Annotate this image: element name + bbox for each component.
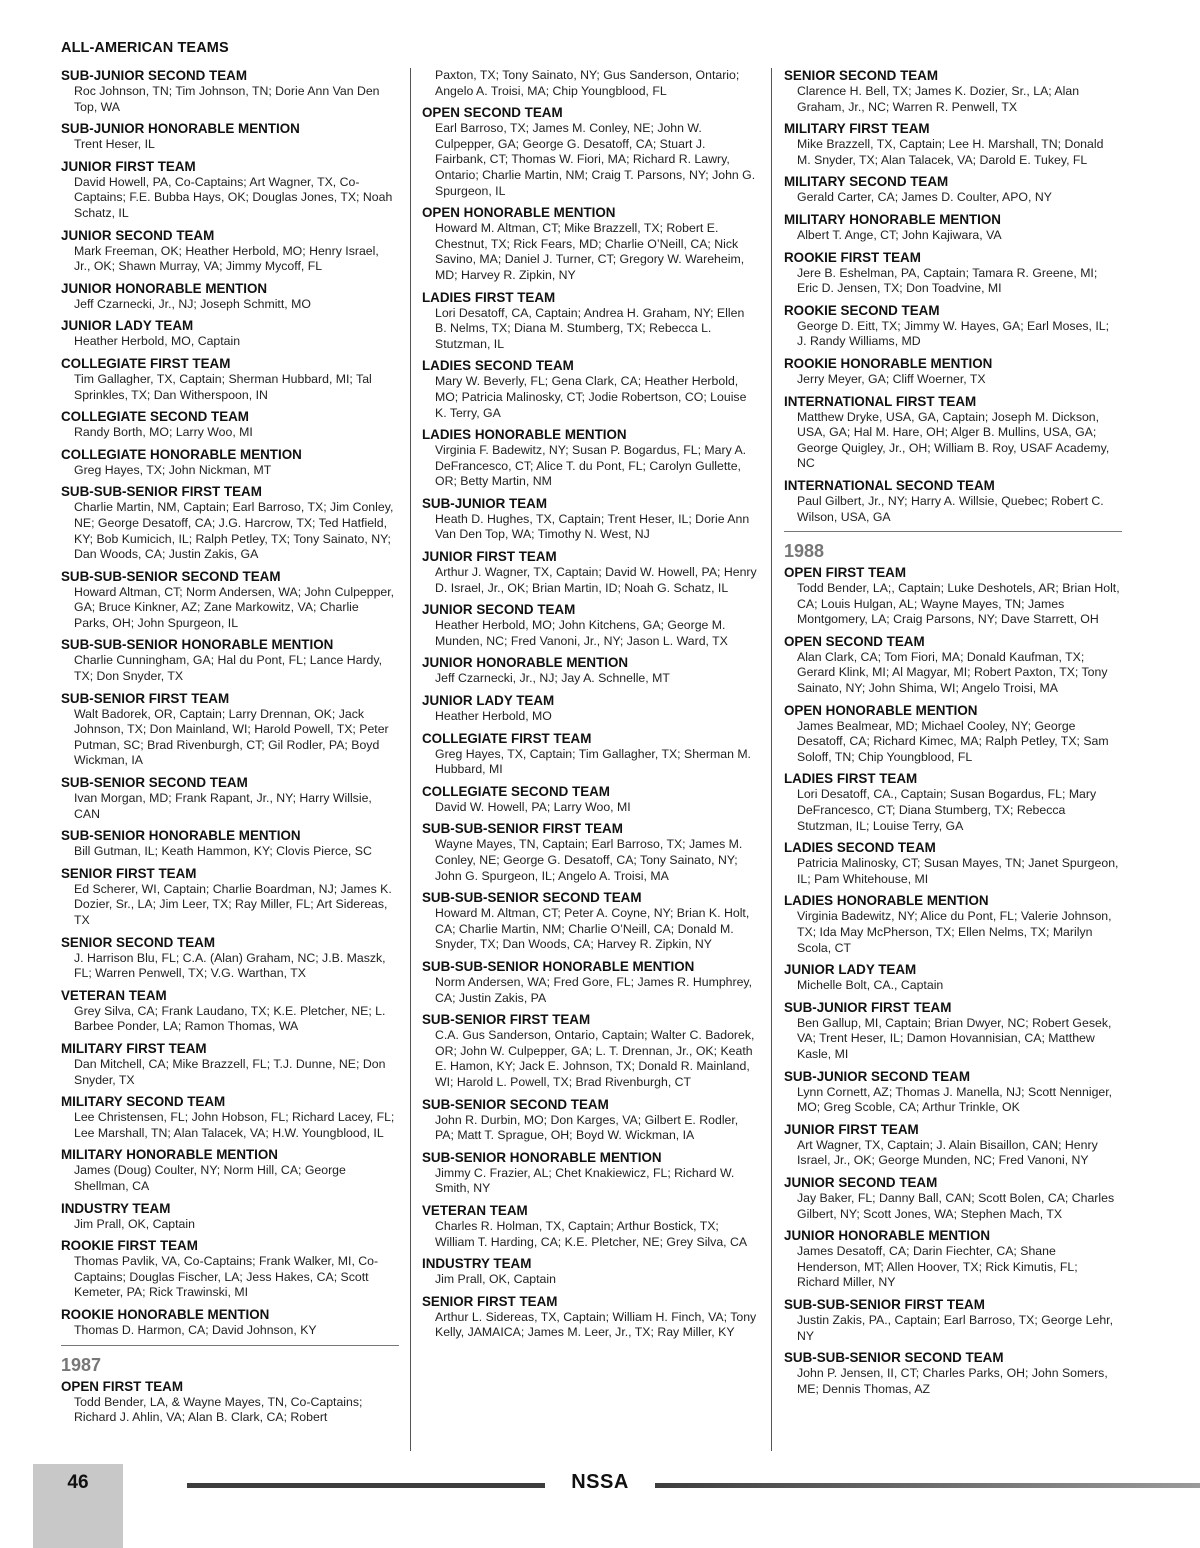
team-section: [422, 1150, 758, 1197]
team-members: Justin Zakis, PA., Captain; Earl Barroso, TX; George Lehr, NY: [797, 1312, 1113, 1343]
team-members: Jay Baker, FL; Danny Ball, CAN; Scott Bolen, CA; Charles Gilbert, NY; Scott Jones, WA; Stephen Mach, TX: [797, 1190, 1115, 1221]
column-left: [61, 68, 397, 1432]
team-section: [61, 935, 397, 982]
team-section: [422, 890, 758, 953]
team-section: [422, 602, 758, 649]
team-members: Patricia Malinosky, CT; Susan Mayes, TN; Janet Spurgeon, IL; Pam Whitehouse, MI: [797, 856, 1119, 886]
team-title: SUB-JUNIOR SECOND TEAM: [61, 68, 247, 83]
team-members: Alan Clark, CA; Tom Fiori, MA; Donald Kaufman, TX; Gerard Klink, MI; Al Magyar, MI; Robert Paxton, TX; Tony Sainato, NY; John Shima, WI; Angelo Troisi, MA: [797, 649, 1108, 696]
team-title: VETERAN TEAM: [422, 1202, 528, 1218]
team-section: [61, 866, 397, 929]
team-section: [61, 569, 397, 632]
team-members: Virginia F. Badewitz, NY; Susan P. Bogardus, FL; Mary A. DeFrancesco, CT; Alice T. du Pont, FL; Carolyn Gullette, OR; Betty Martin, NM: [435, 443, 747, 489]
team-section: [61, 447, 397, 479]
team-title: VETERAN TEAM: [61, 987, 167, 1003]
team-members: Arthur J. Wagner, TX, Captain; David W. Howell, PA; Henry D. Israel, Jr., OK; Brian Martin, ID; Noah G. Schatz, IL: [435, 565, 757, 595]
team-title: SUB-SENIOR SECOND TEAM: [422, 1096, 609, 1112]
team-section: [61, 356, 397, 403]
footer-rule-left: [187, 1483, 545, 1488]
team-section: [61, 281, 397, 313]
team-members: Jimmy C. Frazier, AL; Chet Knakiewicz, FL; Richard W. Smith, NY: [435, 1165, 735, 1196]
column-right: [784, 68, 1120, 1403]
team-title: OPEN HONORABLE MENTION: [784, 702, 978, 718]
team-section: [422, 1294, 758, 1341]
footer-logo: NSSA: [571, 1471, 629, 1493]
year-section: [784, 531, 1120, 561]
team-title: COLLEGIATE SECOND TEAM: [422, 783, 610, 799]
team-members: Matthew Dryke, USA, GA, Captain; Joseph M. Dickson, USA, GA; Hal M. Hare, OH; Alger B. Mullins, USA, GA; George Quigley, Jr., OH; William B. Roy, USAF Academy, NC: [797, 409, 1110, 471]
team-section: [61, 1094, 397, 1141]
team-section: [784, 68, 1120, 115]
team-section: [422, 1012, 758, 1090]
team-section: [784, 121, 1120, 168]
team-title: SUB-JUNIOR FIRST TEAM: [784, 999, 952, 1015]
team-title: JUNIOR FIRST TEAM: [784, 1121, 919, 1137]
team-title: MILITARY SECOND TEAM: [61, 1094, 226, 1110]
team-members: Mike Brazzell, TX, Captain; Lee H. Marshall, TN; Donald M. Snyder, TX; Alan Talacek, VA; Darold E. Tukey, FL: [797, 137, 1104, 167]
team-members: J. Harrison Blu, FL; C.A. (Alan) Graham, NC; J.B. Maszk, FL; Warren Penwell, TX; V.G. Warthan, TX: [74, 950, 386, 981]
team-section: [422, 205, 758, 283]
team-title: OPEN SECOND TEAM: [422, 105, 563, 121]
team-section: [784, 634, 1120, 697]
team-title: OPEN FIRST TEAM: [784, 565, 907, 581]
team-title: SUB-SENIOR HONORABLE MENTION: [61, 828, 301, 844]
team-title: SENIOR SECOND TEAM: [61, 934, 216, 950]
team-title: MILITARY HONORABLE MENTION: [784, 211, 1001, 227]
team-section: [784, 303, 1120, 350]
team-members: Lynn Cornett, AZ; Thomas J. Manella, NJ; Scott Nenniger, MO; Greg Scoble, CA; Arthur Trinkle, OK: [797, 1084, 1113, 1115]
team-title: SUB-SUB-SENIOR SECOND TEAM: [61, 568, 281, 584]
team-title: SUB-SUB-SENIOR FIRST TEAM: [61, 484, 262, 500]
team-members: Howard M. Altman, CT; Mike Brazzell, TX; Robert E. Chestnut, TX; Rick Fears, MD; Charlie O’Neill, CA; Nick Savino, MA; Daniel J. Turner, CT; Gregory W. Wareheim, MD; Harvey R. Zipkin, NY: [435, 221, 745, 282]
team-section: [784, 962, 1120, 994]
team-title: COLLEGIATE FIRST TEAM: [61, 355, 231, 371]
team-members: Thomas Pavlik, VA, Co-Captains; Frank Walker, MI, Co-Captains; Douglas Fischer, LA; Jess Hakes, CA; Scott Kemeter, PA; Rick Trawinski, MI: [74, 1254, 379, 1300]
team-section: [784, 771, 1120, 834]
team-title: MILITARY FIRST TEAM: [61, 1040, 207, 1056]
team-title: MILITARY SECOND TEAM: [784, 174, 949, 190]
team-members: Thomas D. Harmon, CA; David Johnson, KY: [74, 1322, 317, 1337]
team-title: JUNIOR FIRST TEAM: [422, 549, 557, 565]
team-title: COLLEGIATE SECOND TEAM: [61, 409, 249, 425]
team-members: Paxton, TX; Tony Sainato, NY; Gus Sanderson, Ontario; Angelo A. Troisi, MA; Chip Youngblood, FL: [435, 68, 740, 98]
team-section: [784, 1000, 1120, 1063]
team-title: JUNIOR LADY TEAM: [422, 693, 555, 709]
team-section: [784, 1175, 1120, 1222]
team-section: [422, 1203, 758, 1250]
team-section: [784, 893, 1120, 956]
team-members: Grey Silva, CA; Frank Laudano, TX; K.E. Pletcher, NE; L. Barbee Ponder, LA; Ramon Thomas, WA: [74, 1003, 386, 1034]
year-divider: [784, 531, 1122, 532]
team-title: LADIES SECOND TEAM: [784, 840, 936, 856]
team-members: James Bealmear, MD; Michael Cooley, NY; George Desatoff, CA; Richard Kimec, MA; Ralph Petley, TX; Sam Soloff, TN; Chip Youngblood, FL: [797, 718, 1109, 764]
team-members: Lori Desatoff, CA., Captain; Susan Bogardus, FL; Mary DeFrancesco, CT; Diana Stumberg, TX; Rebecca Stutzman, IL; Louise Terry, GA: [797, 787, 1097, 833]
team-title: JUNIOR FIRST TEAM: [61, 158, 196, 174]
team-members: Clarence H. Bell, TX; James K. Dozier, Sr., LA; Alan Graham, Jr., NC; Warren R. Penwell, TX: [797, 84, 1080, 114]
team-section: [61, 775, 397, 822]
team-section: [61, 637, 397, 684]
team-section: [784, 703, 1120, 766]
team-members: Virginia Badewitz, NY; Alice du Pont, FL; Valerie Johnson, TX; Ida May McPherson, TX; Ellen Nelms, TX; Marilyn Scola, CT: [797, 909, 1112, 955]
team-section: [422, 105, 758, 199]
team-members: Earl Barroso, TX; James M. Conley, NE; John W. Culpepper, GA; George G. Desatoff, CA; Stuart J. Fairbank, CT; Thomas W. Fiori, MA; Richard R. Lawry, Ontario; Charlie Martin, NM; Craig T. Parsons, NY; John G. Spurgeon, IL: [435, 121, 756, 198]
team-members: Randy Borth, MO; Larry Woo, MI: [74, 425, 253, 440]
team-section: [422, 427, 758, 490]
team-title: INTERNATIONAL FIRST TEAM: [784, 393, 977, 409]
team-section: [784, 174, 1120, 206]
year-section: [61, 1345, 397, 1375]
team-members: Charlie Cunningham, GA; Hal du Pont, FL; Lance Hardy, TX; Don Snyder, TX: [74, 653, 383, 684]
team-title: MILITARY FIRST TEAM: [784, 121, 930, 137]
team-title: SENIOR SECOND TEAM: [784, 68, 939, 83]
team-members: Michelle Bolt, CA., Captain: [797, 978, 944, 993]
team-section: [784, 1350, 1120, 1397]
team-members: Norm Andersen, WA; Fred Gore, FL; James R. Humphrey, CA; Justin Zakis, PA: [435, 974, 753, 1005]
team-title: OPEN SECOND TEAM: [784, 633, 925, 649]
team-members: James Desatoff, CA; Darin Fiechter, CA; Shane Henderson, MT; Allen Hoover, TX; Rick Kimutis, FL; Richard Miller, NY: [797, 1244, 1078, 1290]
team-section: [61, 988, 397, 1035]
team-members: Jim Prall, OK, Captain: [74, 1216, 195, 1231]
team-members: Ben Gallup, MI, Captain; Brian Dwyer, NC; Robert Gesek, VA; Trent Heser, IL; Damon Hovannisian, CA; Matthew Kasle, MI: [797, 1015, 1112, 1061]
team-section: [61, 1201, 397, 1233]
team-title: SUB-SUB-SENIOR HONORABLE MENTION: [422, 958, 695, 974]
team-members: Jeff Czarnecki, Jr., NJ; Joseph Schmitt, MO: [74, 296, 311, 311]
team-title: JUNIOR LADY TEAM: [61, 318, 194, 334]
team-section: [422, 655, 758, 687]
team-title: SENIOR FIRST TEAM: [61, 865, 197, 881]
team-title: SUB-SUB-SENIOR FIRST TEAM: [784, 1296, 985, 1312]
team-members: Art Wagner, TX, Captain; J. Alain Bisaillon, CAN; Henry Israel, Jr., OK; George Munden, NC; Fred Vanoni, NY: [797, 1137, 1098, 1168]
team-title: COLLEGIATE HONORABLE MENTION: [61, 446, 302, 462]
team-section: [422, 784, 758, 816]
team-title: OPEN HONORABLE MENTION: [422, 205, 616, 221]
team-members: Lori Desatoff, CA, Captain; Andrea H. Graham, NY; Ellen B. Nelms, TX; Diana M. Stumberg, TX; Rebecca L. Stutzman, IL: [435, 305, 745, 351]
team-members: Todd Bender, LA;, Captain; Luke Deshotels, AR; Brian Holt, CA; Louis Hulgan, AL; Wayne Mayes, TN; James Montgomery, LA; Craig Parsons, NY; Dave Starrett, OH: [797, 581, 1120, 627]
team-title: JUNIOR HONORABLE MENTION: [422, 655, 629, 671]
team-section: [61, 1147, 397, 1194]
team-title: LADIES FIRST TEAM: [422, 289, 556, 305]
team-members: Heather Herbold, MO; John Kitchens, GA; George M. Munden, NC; Fred Vanoni, Jr., NY; Jason L. Ward, TX: [435, 618, 728, 648]
column-middle: [422, 68, 758, 1347]
team-section: [784, 840, 1120, 887]
team-title: SUB-JUNIOR SECOND TEAM: [784, 1068, 970, 1084]
team-members: James (Doug) Coulter, NY; Norm Hill, CA; George Shellman, CA: [74, 1163, 346, 1193]
team-members: Walt Badorek, OR, Captain; Larry Drennan, OK; Jack Johnson, TX; Don Mainland, WI; Harold Powell, TX; Peter Putman, SC; Brad Rivenburgh, CT; Gil Rodler, PA; Boyd Wickman, IA: [74, 706, 389, 768]
team-section: [61, 228, 397, 275]
team-title: INTERNATIONAL SECOND TEAM: [784, 477, 995, 493]
year-divider: [61, 1345, 399, 1346]
team-title: ROOKIE HONORABLE MENTION: [784, 355, 993, 371]
team-title: SUB-SENIOR FIRST TEAM: [422, 1012, 591, 1028]
team-title: MILITARY HONORABLE MENTION: [61, 1147, 278, 1163]
team-members: George D. Eitt, TX; Jimmy W. Hayes, GA; Earl Moses, IL; J. Randy Williams, MD: [797, 318, 1110, 349]
team-title: INDUSTRY TEAM: [422, 1256, 532, 1272]
team-title: JUNIOR HONORABLE MENTION: [61, 280, 268, 296]
team-section: [422, 821, 758, 884]
team-section: [61, 409, 397, 441]
team-members: Charlie Martin, NM, Captain; Earl Barroso, TX; Jim Conley, NE; George Desatoff, CA; J.G. Harcrow, TX; Ted Hatfield, KY; Bob Kumicich, IL; Ralph Petley, TX; Tony Sainato, NY; Dan Woods, CA; Justin Zakis, GA: [74, 500, 394, 562]
team-members: Greg Hayes, TX; John Nickman, MT: [74, 462, 272, 477]
team-section: [61, 1379, 397, 1426]
team-section: [61, 318, 397, 350]
team-title: ROOKIE FIRST TEAM: [784, 249, 921, 265]
team-members: Trent Heser, IL: [74, 137, 155, 152]
team-section: [61, 484, 397, 562]
team-section: [61, 159, 397, 222]
team-members: Jerry Meyer, GA; Cliff Woerner, TX: [797, 371, 986, 386]
column-divider: [410, 68, 411, 1451]
team-members: David Howell, PA, Co-Captains; Art Wagner, TX, Co-Captains; F.E. Bubba Hays, OK; Douglas Jones, TX; Noah Schatz, IL: [74, 174, 393, 220]
team-section: [422, 549, 758, 596]
team-section: [422, 358, 758, 421]
team-members: Howard Altman, CT; Norm Andersen, WA; John Culpepper, GA; Bruce Kinkner, AZ; Zane Markowitz, VA; Charlie Parks, OH; John Spurgeon, IL: [74, 584, 395, 630]
team-members: C.A. Gus Sanderson, Ontario, Captain; Walter C. Badorek, OR; John W. Culpepper, GA; L. T. Drennan, Jr., OK; Keath E. Hamon, KY; Jack E. Johnson, TX; Donald R. Mainland, WI; Harold L. Powell, TX; Brad Rivenburgh, CT: [435, 1028, 755, 1089]
team-members: Ed Scherer, WI, Captain; Charlie Boardman, NJ; James K. Dozier, Sr., LA; Jim Leer, TX; Ray Miller, FL; Art Sidereas, TX: [74, 881, 392, 927]
team-section: [61, 828, 397, 860]
team-section: [422, 959, 758, 1006]
team-members: Greg Hayes, TX, Captain; Tim Gallagher, TX; Sherman M. Hubbard, MI: [435, 746, 751, 777]
team-title: SUB-SENIOR FIRST TEAM: [61, 690, 230, 706]
team-section: [422, 731, 758, 778]
team-members: David W. Howell, PA; Larry Woo, MI: [435, 799, 631, 814]
team-section: [422, 68, 758, 99]
team-title: JUNIOR LADY TEAM: [784, 962, 917, 978]
team-title: JUNIOR HONORABLE MENTION: [784, 1228, 991, 1244]
team-members: Mark Freeman, OK; Heather Herbold, MO; Henry Israel, Jr., OK; Shawn Murray, VA; Jimmy Mycoff, FL: [74, 243, 379, 274]
footer-rule-right: [655, 1483, 1200, 1488]
team-title: ROOKIE HONORABLE MENTION: [61, 1306, 270, 1322]
team-section: [422, 693, 758, 725]
team-title: LADIES HONORABLE MENTION: [422, 427, 627, 443]
team-section: [784, 212, 1120, 244]
team-title: ROOKIE FIRST TEAM: [61, 1238, 198, 1254]
team-members: Todd Bender, LA, & Wayne Mayes, TN, Co-Captains; Richard J. Ahlin, VA; Alan B. Clark, CA; Robert: [74, 1394, 363, 1425]
team-title: SUB-SENIOR HONORABLE MENTION: [422, 1149, 662, 1165]
team-title: SUB-SENIOR SECOND TEAM: [61, 775, 248, 791]
team-section: [784, 250, 1120, 297]
team-members: Jeff Czarnecki, Jr., NJ; Jay A. Schnelle, MT: [435, 671, 670, 686]
team-members: Wayne Mayes, TN, Captain; Earl Barroso, TX; James M. Conley, NE; George G. Desatoff, CA; Tony Sainato, NY; John G. Spurgeon, IL; Angelo A. Troisi, MA: [435, 837, 743, 883]
team-title: ROOKIE SECOND TEAM: [784, 302, 940, 318]
team-title: INDUSTRY TEAM: [61, 1200, 171, 1216]
team-members: Arthur L. Sidereas, TX, Captain; William H. Finch, VA; Tony Kelly, JAMAICA; James M. Leer, Jr., TX; Ray Miller, KY: [435, 1309, 757, 1340]
team-members: Tim Gallagher, TX, Captain; Sherman Hubbard, MI; Tal Sprinkles, TX; Dan Witherspoon, IN: [74, 371, 372, 402]
team-members: Heather Herbold, MO, Captain: [74, 334, 241, 349]
team-title: LADIES SECOND TEAM: [422, 358, 574, 374]
team-title: OPEN FIRST TEAM: [61, 1378, 184, 1394]
page-heading: ALL-AMERICAN TEAMS: [61, 40, 229, 56]
team-title: SUB-JUNIOR HONORABLE MENTION: [61, 121, 300, 137]
team-members: Jere B. Eshelman, PA, Captain; Tamara R. Greene, MI; Eric D. Jensen, TX; Don Toadvine, MI: [797, 265, 1098, 296]
team-title: JUNIOR SECOND TEAM: [422, 602, 576, 618]
team-section: [422, 496, 758, 543]
team-section: [61, 68, 397, 115]
team-members: Heath D. Hughes, TX, Captain; Trent Heser, IL; Dorie Ann Van Den Top, WA; Timothy N. West, NJ: [435, 511, 750, 542]
team-title: SUB-SUB-SENIOR SECOND TEAM: [422, 890, 642, 906]
team-section: [784, 1297, 1120, 1344]
team-section: [422, 1097, 758, 1144]
team-members: Ivan Morgan, MD; Frank Rapant, Jr., NY; Harry Willsie, CAN: [74, 791, 372, 821]
team-members: John R. Durbin, MO; Don Karges, VA; Gilbert E. Rodler, PA; Matt T. Sprague, OH; Boyd W. Wickman, IA: [435, 1112, 739, 1143]
team-title: SUB-SUB-SENIOR HONORABLE MENTION: [61, 637, 334, 653]
page-number: 46: [67, 1472, 89, 1493]
team-section: [61, 121, 397, 153]
team-title: SUB-JUNIOR TEAM: [422, 495, 547, 511]
team-section: [61, 1041, 397, 1088]
team-title: JUNIOR SECOND TEAM: [784, 1174, 938, 1190]
team-members: Roc Johnson, TN; Tim Johnson, TN; Dorie Ann Van Den Top, WA: [74, 84, 380, 114]
team-members: Gerald Carter, CA; James D. Coulter, APO, NY: [797, 190, 1052, 205]
team-title: LADIES HONORABLE MENTION: [784, 893, 989, 909]
team-title: SUB-SUB-SENIOR FIRST TEAM: [422, 821, 623, 837]
team-members: Mary W. Beverly, FL; Gena Clark, CA; Heather Herbold, MO; Patricia Malinosky, CT; Jodie Robertson, CO; Louise K. Terry, GA: [435, 374, 747, 420]
column-divider: [771, 68, 772, 1451]
team-members: Albert T. Ange, CT; John Kajiwara, VA: [797, 227, 1002, 242]
team-section: [422, 290, 758, 353]
team-title: LADIES FIRST TEAM: [784, 771, 918, 787]
team-members: Heather Herbold, MO: [435, 709, 552, 724]
team-members: Jim Prall, OK, Captain: [435, 1272, 556, 1287]
team-members: Howard M. Altman, CT; Peter A. Coyne, NY; Brian K. Holt, CA; Charlie Martin, NM; Charlie O’Neill, CA; Donald M. Snyder, TX; Dan Woods, CA; Harvey R. Zipkin, NY: [435, 906, 750, 952]
team-title: SUB-SUB-SENIOR SECOND TEAM: [784, 1350, 1004, 1366]
team-section: [784, 565, 1120, 628]
team-title: SENIOR FIRST TEAM: [422, 1293, 558, 1309]
team-section: [784, 1069, 1120, 1116]
team-members: Charles R. Holman, TX, Captain; Arthur Bostick, TX; William T. Harding, CA; K.E. Pletcher, NE; Grey Silva, CA: [435, 1218, 748, 1249]
team-section: [61, 691, 397, 769]
team-members: Paul Gilbert, Jr., NY; Harry A. Willsie, Quebec; Robert C. Wilson, USA, GA: [797, 493, 1104, 524]
team-members: Dan Mitchell, CA; Mike Brazzell, FL; T.J. Dunne, NE; Don Snyder, TX: [74, 1056, 386, 1087]
team-section: [784, 1228, 1120, 1291]
team-section: [784, 478, 1120, 525]
team-section: [784, 394, 1120, 472]
team-members: John P. Jensen, II, CT; Charles Parks, OH; John Somers, ME; Dennis Thomas, AZ: [797, 1366, 1108, 1396]
team-title: COLLEGIATE FIRST TEAM: [422, 730, 592, 746]
team-title: JUNIOR SECOND TEAM: [61, 227, 215, 243]
team-section: [61, 1307, 397, 1339]
team-members: Lee Christensen, FL; John Hobson, FL; Richard Lacey, FL; Lee Marshall, TN; Alan Talacek, VA; H.W. Youngblood, IL: [74, 1110, 395, 1140]
team-section: [784, 356, 1120, 388]
team-section: [422, 1256, 758, 1288]
year-heading: 1988: [784, 541, 825, 562]
team-section: [61, 1238, 397, 1301]
team-members: Bill Gutman, IL; Keath Hammon, KY; Clovis Pierce, SC: [74, 844, 372, 859]
team-section: [784, 1122, 1120, 1169]
year-heading: 1987: [61, 1354, 102, 1375]
